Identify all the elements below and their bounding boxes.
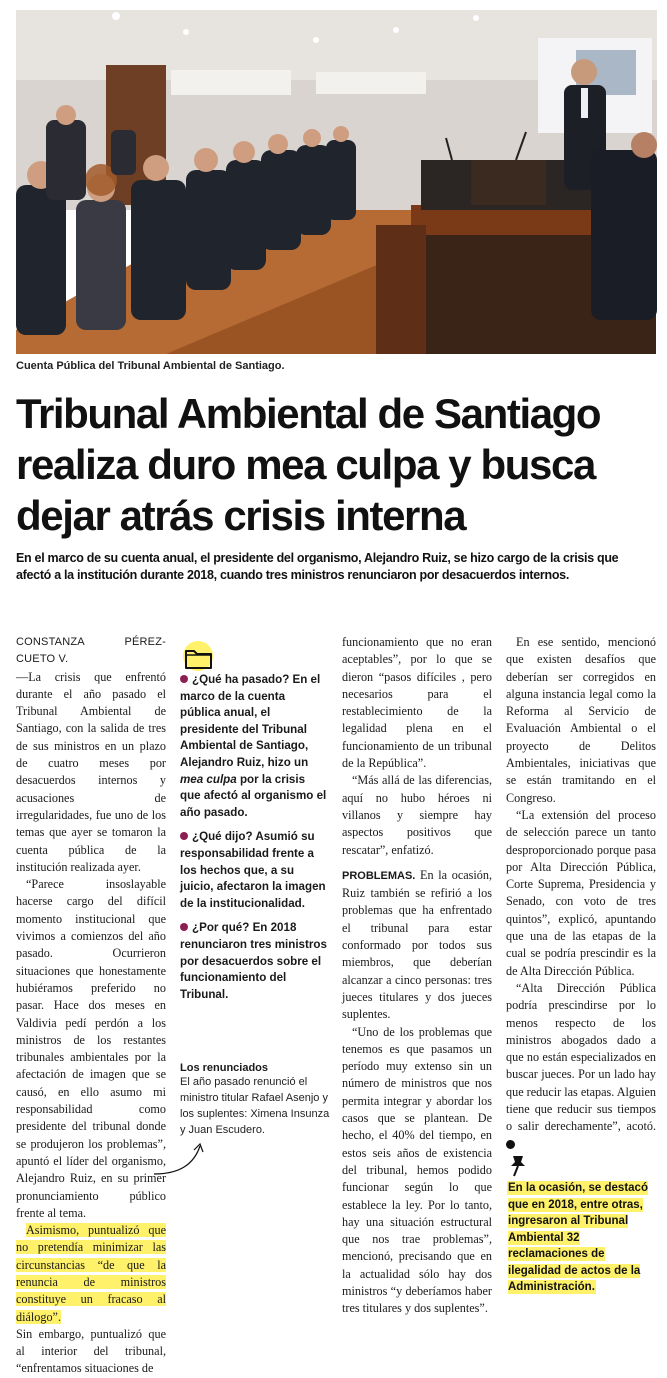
paragraph: En ese sentido, mencionó que existen desafíos que deberían ser corregidos en alguna instancia legal como la Reforma al Servicio de Evaluación Ambiental o el proyecto de Delitos Ambientales, iniciativas que se están tramitando en el Congreso.	[506, 635, 656, 805]
sidebar-answer: En 2018 renunciaron tres ministros por desacuerdos sobre el funcionamiento del Tribunal.	[180, 921, 327, 1001]
paragraph: “Parece insoslayable hacerse cargo del difícil momento institucional que vivimos a comienzos del año pasado. Ocurrieron situaciones que honestamente hubiéramos preferido no pasar. Hace dos meses en Valdivia pedí perdón a los ministros de los restantes tribunales ambientales por la afectación de imagen que se causó, en ello asumo mi responsabilidad como presidente del tribunal donde se produjeron los problemas”, apuntó el líder del organismo, Alejandro Ruiz, en su primer pronunciamiento público frente al tema.	[16, 877, 166, 1220]
headline-line-2: realiza duro mea culpa y busca	[16, 441, 595, 488]
sidebar-question: ¿Por qué?	[192, 921, 250, 935]
paragraph: “Uno de los problemas que tenemos es que pasamos un período muy extenso sin un número de ministros que nos permita integrar y abordar los casos que se plantean. De hecho, el 40% del tiempo, en estos seis años de existencia del tribunal, hemos podido funcionar según lo que establece la ley. Por lo tanto, hay una situación estructural que nos trae problemas”, mencionó, precisando que en la actualidad sólo hay dos ministros “y deberíamos haber tres titulares y dos suplentes”.	[342, 1024, 492, 1316]
paragraph	[506, 980, 656, 1153]
headline	[16, 388, 661, 541]
byline: CONSTANZA PÉREZ-CUETO V.	[16, 636, 166, 666]
sidebar-answer-emphasis: mea culpa	[180, 772, 237, 786]
sidebar-answer: En el marco de la cuenta pública anual, el presidente del Tribunal Ambiental de Santiago, Alejandro Ruiz, hizo un	[180, 673, 321, 769]
paragraph: —La crisis que enfrentó durante el año pasado el Tribunal Ambiental de Santiago, con la salida de tres de sus ministros en un plazo de cuatro meses por desacuerdos internos y acusaciones de irregularidades, fue uno de los temas que ayer se tomaron la cuenta pública de la institución realizada ayer.	[16, 669, 166, 874]
sidebar-answer: por la crisis que afectó al organismo el año pasado.	[180, 772, 327, 819]
pushpin-icon	[508, 1154, 528, 1178]
sidebar-item	[180, 920, 328, 1003]
headline-line-3: dejar atrás crisis interna	[16, 492, 466, 539]
note-title: Los renunciados	[180, 1062, 269, 1074]
article-column-3	[342, 634, 492, 1318]
end-mark-icon	[506, 1140, 515, 1149]
article-column-4	[506, 634, 656, 1153]
bullet-icon	[180, 832, 188, 840]
arrow-icon	[150, 1140, 210, 1180]
paragraph: Sin embargo, puntualizó que al interior del tribunal, “enfrentamos situaciones de	[16, 1326, 166, 1376]
note-box	[180, 1062, 330, 1138]
summary-sidebar	[180, 672, 328, 1011]
paragraph: En la ocasión, Ruiz también se refirió a los problemas que ha enfrentado el tribunal para estar conformado por todos sus miembros, que deberían alcanzar a cinco personas: tres jueces titulares y dos jueces suplentes.	[342, 867, 492, 1022]
headline-line-1: Tribunal Ambiental de Santiago	[16, 390, 601, 437]
highlight-text: En la ocasión, se destacó que en 2018, entre otras, ingresaron al Tribunal Ambiental 32 reclamaciones de ilegalidad de actos de la Administración.	[508, 1182, 648, 1293]
paragraph: funcionamiento que no eran aceptables”, por lo que se dieron “pasos difíciles , pero necesarios para el restablecimiento de la legalidad plena en el funcionamiento de un tribunal de la República”.	[342, 635, 492, 771]
paragraph-text: “Alta Dirección Pública podría prescindirse por lo menos respecto de los ministros abogados dado a que no están especializados en buscar jueces. Por un lado hay que reducir las etapas. Alguien tiene que reducir sus tiempos o salir derechamente”, acotó.	[506, 980, 656, 1134]
photo-caption: Cuenta Pública del Tribunal Ambiental de Santiago.	[16, 360, 285, 372]
sidebar-answer: Asumió su responsabilidad frente a los hechos que, a su juicio, afectaron la imagen de la institucionalidad.	[180, 830, 326, 910]
paragraph: “La extensión del proceso de selección parece un tanto desproporcionado porque pasa por Alta Dirección Pública, Corte Suprema, Presidencia y Senado, con voto de tres quintos”, explicó, apuntando que una de las etapas de la cual se podría prescindir es la de Alta Dirección Pública.	[506, 807, 656, 978]
paragraph: “Más allá de las diferencias, aquí no hubo héroes ni villanos y siempre hay aspectos positivos que rescatar”, enfatizó.	[342, 773, 492, 857]
sidebar-question: ¿Qué ha pasado?	[192, 673, 290, 686]
bullet-icon	[180, 923, 188, 931]
article-photo	[16, 10, 657, 354]
highlight-box	[508, 1180, 658, 1296]
folder-icon	[180, 640, 218, 672]
highlighted-quote: Asimismo, puntualizó que no pretendía minimizar las circunstancias “de que la renuncia de ministros constituye un fracaso al diálogo”.	[16, 1223, 166, 1324]
note-text: El año pasado renunció el ministro titular Rafael Asenjo y los suplentes: Ximena Insunza y Juan Escudero.	[180, 1076, 330, 1136]
sidebar-question: ¿Qué dijo?	[192, 830, 253, 844]
article-dek: En el marco de su cuenta anual, el presidente del organismo, Alejandro Ruiz, se hizo cargo de la crisis que afectó a la institución durante 2018, cuando tres ministros renunciaron por desacuerdos internos.	[16, 551, 619, 582]
bullet-icon	[180, 675, 188, 683]
subhead: PROBLEMAS.	[342, 869, 416, 882]
sidebar-item	[180, 829, 328, 912]
sidebar-item	[180, 672, 328, 821]
article-column-1	[16, 634, 166, 1378]
